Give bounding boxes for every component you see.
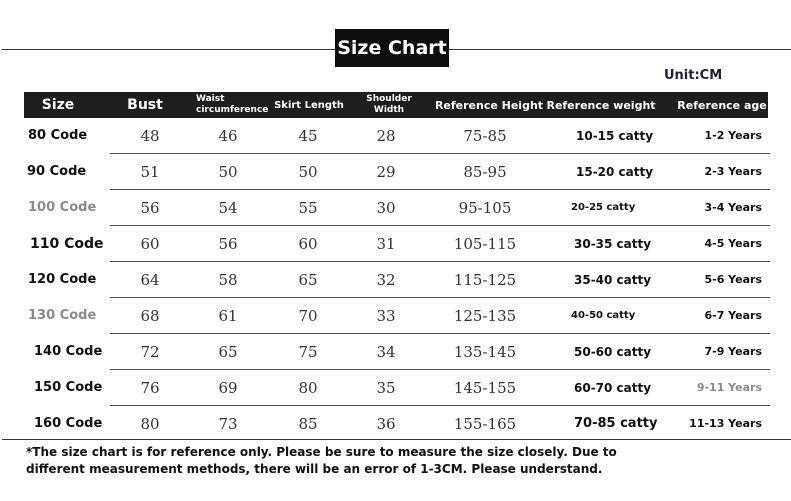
table-row <box>0 226 791 262</box>
cell-size: 150 Code <box>34 380 103 395</box>
table-row <box>0 334 791 370</box>
cell-shoulder: 33 <box>376 306 396 325</box>
cell-waist: 65 <box>218 342 238 361</box>
cell-waist: 46 <box>218 126 238 145</box>
table-row <box>0 406 791 442</box>
cell-skirt: 60 <box>298 234 318 253</box>
header-shoulder-width: Shoulder Width <box>366 94 412 115</box>
cell-weight: 30-35 catty <box>574 236 652 251</box>
table-header <box>24 92 768 118</box>
cell-age: 2-3 Years <box>704 165 762 178</box>
cell-height: 115-125 <box>453 270 517 289</box>
cell-waist: 58 <box>218 270 238 289</box>
cell-size: 110 Code <box>30 235 104 252</box>
table-row <box>0 262 791 298</box>
cell-weight: 60-70 catty <box>574 380 652 395</box>
cell-age: 11-13 Years <box>689 417 762 430</box>
cell-height: 145-155 <box>453 378 517 397</box>
header-size: Size <box>41 97 75 113</box>
cell-skirt: 50 <box>298 162 318 181</box>
table-row <box>0 154 791 190</box>
cell-height: 105-115 <box>453 234 517 253</box>
cell-weight: 50-60 catty <box>574 344 652 359</box>
header-waist: Waist circumference <box>196 94 269 115</box>
cell-weight: 10-15 catty <box>576 128 654 143</box>
unit-label: Unit:CM <box>664 68 723 83</box>
cell-weight: 40-50 catty <box>571 310 636 321</box>
cell-weight: 20-25 catty <box>571 202 636 213</box>
cell-shoulder: 31 <box>376 234 396 253</box>
cell-bust: 48 <box>140 126 160 145</box>
cell-waist: 56 <box>218 234 238 253</box>
cell-size: 80 Code <box>28 128 88 143</box>
cell-bust: 76 <box>140 378 160 397</box>
cell-bust: 51 <box>140 162 160 181</box>
cell-skirt: 85 <box>298 414 318 433</box>
cell-size: 100 Code <box>28 200 97 215</box>
footer-divider <box>2 439 791 440</box>
cell-bust: 56 <box>140 198 160 217</box>
cell-bust: 68 <box>140 306 160 325</box>
cell-bust: 80 <box>140 414 160 433</box>
cell-skirt: 80 <box>298 378 318 397</box>
cell-shoulder: 29 <box>376 162 396 181</box>
cell-height: 125-135 <box>453 306 517 325</box>
cell-age: 7-9 Years <box>704 345 762 358</box>
cell-skirt: 70 <box>298 306 318 325</box>
cell-shoulder: 35 <box>376 378 396 397</box>
cell-size: 160 Code <box>34 416 103 431</box>
header-reference-age: Reference age <box>677 98 767 112</box>
table-row <box>0 118 791 154</box>
cell-height: 155-165 <box>453 414 517 433</box>
table-row <box>0 190 791 226</box>
header-skirt-length: Skirt Length <box>274 99 344 111</box>
cell-age: 9-11 Years <box>696 381 762 394</box>
cell-height: 75-85 <box>463 126 507 145</box>
cell-bust: 60 <box>140 234 160 253</box>
cell-height: 135-145 <box>453 342 517 361</box>
page-title: Size Chart <box>335 29 449 67</box>
cell-bust: 72 <box>140 342 160 361</box>
cell-weight: 15-20 catty <box>576 164 654 179</box>
cell-waist: 73 <box>218 414 238 433</box>
table-row <box>0 298 791 334</box>
cell-skirt: 75 <box>298 342 318 361</box>
cell-shoulder: 28 <box>376 126 396 145</box>
cell-waist: 54 <box>218 198 238 217</box>
header-bust: Bust <box>127 97 163 113</box>
cell-waist: 69 <box>218 378 238 397</box>
cell-skirt: 65 <box>298 270 318 289</box>
cell-bust: 64 <box>140 270 160 289</box>
cell-shoulder: 34 <box>376 342 396 361</box>
cell-size: 140 Code <box>34 344 103 359</box>
cell-size: 130 Code <box>28 308 97 323</box>
cell-skirt: 55 <box>298 198 318 217</box>
cell-shoulder: 32 <box>376 270 396 289</box>
cell-waist: 61 <box>218 306 238 325</box>
cell-skirt: 45 <box>298 126 318 145</box>
cell-size: 120 Code <box>28 272 97 287</box>
cell-shoulder: 30 <box>376 198 396 217</box>
cell-size: 90 Code <box>27 164 87 179</box>
cell-age: 1-2 Years <box>704 129 762 142</box>
table-row <box>0 370 791 406</box>
header-reference-weight: Reference weight <box>546 98 656 112</box>
cell-age: 4-5 Years <box>704 237 762 250</box>
cell-height: 95-105 <box>458 198 512 217</box>
cell-age: 6-7 Years <box>704 309 762 322</box>
cell-weight: 35-40 catty <box>574 272 652 287</box>
cell-waist: 50 <box>218 162 238 181</box>
header-reference-height: Reference Height <box>434 98 544 112</box>
cell-age: 3-4 Years <box>704 201 762 214</box>
cell-weight: 70-85 catty <box>574 416 658 431</box>
cell-shoulder: 36 <box>376 414 396 433</box>
disclaimer-note: *The size chart is for reference only. Please be sure to measure the size closely. Due to different measurement methods, there will be an error of 1-3CM. Please understand. <box>26 445 617 476</box>
cell-height: 85-95 <box>463 162 507 181</box>
cell-age: 5-6 Years <box>704 273 762 286</box>
